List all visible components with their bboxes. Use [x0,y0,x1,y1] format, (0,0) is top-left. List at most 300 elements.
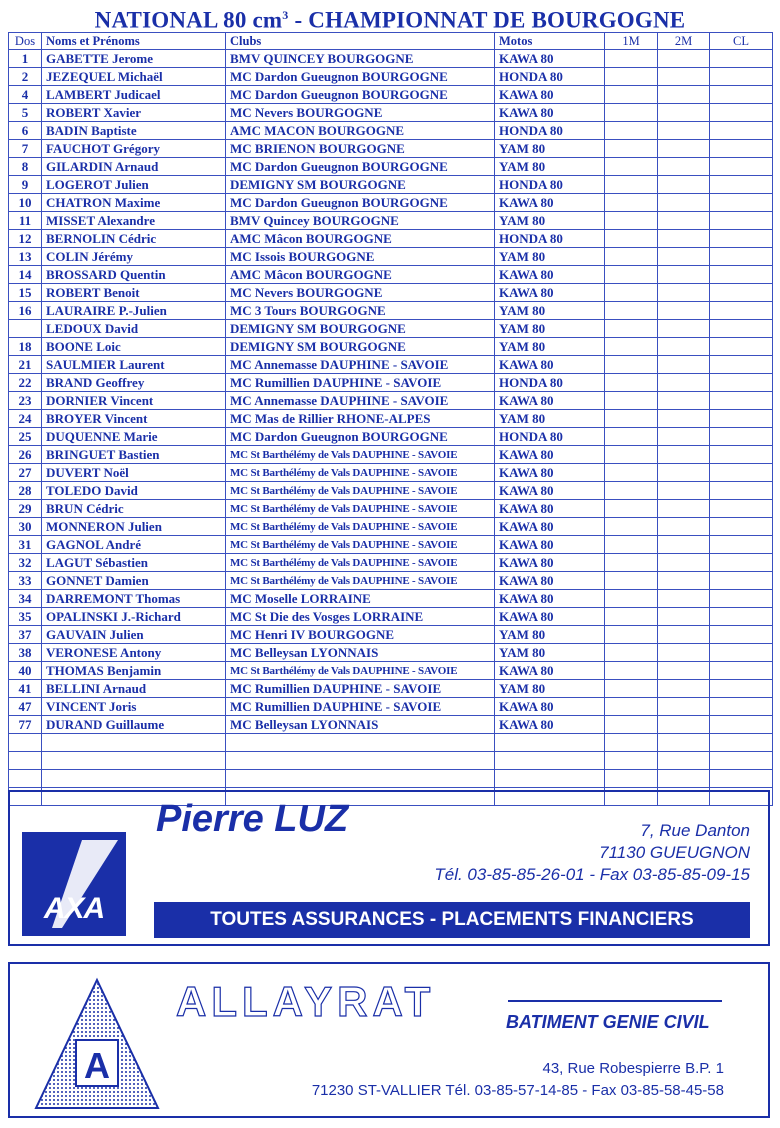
cell-moto: KAWA 80 [495,554,605,572]
cell-club: MC Henri IV BOURGOGNE [226,626,495,644]
cell-club: MC Dardon Gueugnon BOURGOGNE [226,158,495,176]
cell-cl [710,626,773,644]
cell-m1 [605,716,658,734]
cell-m1 [605,680,658,698]
cell-cl [710,572,773,590]
cell-m2 [658,392,710,410]
table-row [9,68,773,86]
cell-club: AMC MACON BOURGOGNE [226,122,495,140]
table-row [9,518,773,536]
cell-club: MC Annemasse DAUPHINE - SAVOIE [226,392,495,410]
cell-club: MC St Barthélémy de Vals DAUPHINE - SAVOIE [226,662,495,680]
cell-moto: KAWA 80 [495,392,605,410]
cell-m2 [658,662,710,680]
cell-nom: BRINGUET Bastien [42,446,226,464]
cell-m1 [605,536,658,554]
cell-cl [710,284,773,302]
cell-m2 [658,482,710,500]
cell-dos: 11 [9,212,42,230]
cell-nom: LAURAIRE P.-Julien [42,302,226,320]
cell-m1 [605,320,658,338]
title-superscript: 3 [282,8,289,22]
cell-m2 [658,68,710,86]
table-row [9,302,773,320]
table-row [9,284,773,302]
cell-club: MC St Barthélémy de Vals DAUPHINE - SAVOIE [226,536,495,554]
cell-empty [605,752,658,770]
cell-club: MC Dardon Gueugnon BOURGOGNE [226,194,495,212]
cell-m1 [605,464,658,482]
cell-m1 [605,374,658,392]
agent-phone: Tél. 03-85-85-26-01 - Fax 03-85-85-09-15 [434,865,750,884]
cell-moto: YAM 80 [495,158,605,176]
cell-m1 [605,500,658,518]
cell-club: BMV QUINCEY BOURGOGNE [226,50,495,68]
cell-nom: LAGUT Sébastien [42,554,226,572]
cell-moto: YAM 80 [495,644,605,662]
cell-dos: 23 [9,392,42,410]
cell-moto: YAM 80 [495,212,605,230]
cell-empty [226,752,495,770]
table-row [9,428,773,446]
cell-dos: 21 [9,356,42,374]
cell-m1 [605,392,658,410]
table-row [9,140,773,158]
cell-club: MC Issois BOURGOGNE [226,248,495,266]
cell-empty [495,734,605,752]
cell-m2 [658,50,710,68]
cell-m1 [605,590,658,608]
cell-dos: 38 [9,644,42,662]
cell-empty [226,770,495,788]
cell-m1 [605,572,658,590]
cell-club: MC Annemasse DAUPHINE - SAVOIE [226,356,495,374]
cell-club: MC Belleysan LYONNAIS [226,716,495,734]
cell-moto: KAWA 80 [495,536,605,554]
cell-dos: 31 [9,536,42,554]
cell-dos [9,320,42,338]
header-dos: Dos [9,33,42,50]
cell-m2 [658,86,710,104]
cell-m1 [605,68,658,86]
cell-m1 [605,482,658,500]
cell-m1 [605,626,658,644]
cell-club: BMV Quincey BOURGOGNE [226,212,495,230]
cell-m2 [658,104,710,122]
cell-empty [605,734,658,752]
table-row [9,50,773,68]
cell-club: AMC Mâcon BOURGOGNE [226,230,495,248]
cell-empty [658,752,710,770]
cell-cl [710,230,773,248]
header-1m: 1M [605,33,658,50]
table-row [9,374,773,392]
cell-moto: HONDA 80 [495,428,605,446]
cell-cl [710,464,773,482]
cell-m2 [658,428,710,446]
cell-moto: KAWA 80 [495,86,605,104]
cell-nom: VERONESE Antony [42,644,226,662]
table-row [9,248,773,266]
table-row [9,86,773,104]
table-row [9,410,773,428]
cell-empty [605,770,658,788]
cell-dos: 28 [9,482,42,500]
table-row [9,392,773,410]
table-row [9,500,773,518]
cell-moto: KAWA 80 [495,194,605,212]
cell-club: MC St Barthélémy de Vals DAUPHINE - SAVOIE [226,554,495,572]
cell-cl [710,140,773,158]
cell-dos: 14 [9,266,42,284]
cell-m1 [605,266,658,284]
cell-dos: 7 [9,140,42,158]
cell-dos: 41 [9,680,42,698]
cell-cl [710,338,773,356]
table-row [9,266,773,284]
table-row [9,338,773,356]
cell-cl [710,536,773,554]
axa-logo [22,832,126,936]
empty-row [9,734,773,752]
page-title [0,0,780,33]
cell-moto: YAM 80 [495,140,605,158]
cell-dos: 5 [9,104,42,122]
cell-dos: 8 [9,158,42,176]
company-contact: 71230 ST-VALLIER Tél. 03-85-57-14-85 - Fax 03-85-58-45-58 [311,1082,724,1099]
cell-nom: COLIN Jérémy [42,248,226,266]
cell-cl [710,662,773,680]
cell-cl [710,248,773,266]
cell-dos: 40 [9,662,42,680]
table-row [9,680,773,698]
cell-club: MC BRIENON BOURGOGNE [226,140,495,158]
cell-m2 [658,626,710,644]
cell-empty [495,770,605,788]
cell-cl [710,302,773,320]
table-row [9,446,773,464]
cell-dos: 12 [9,230,42,248]
cell-club: MC Rumillien DAUPHINE - SAVOIE [226,698,495,716]
cell-club: MC Rumillien DAUPHINE - SAVOIE [226,374,495,392]
agent-city: 71130 GUEUGNON [599,843,750,862]
cell-m1 [605,302,658,320]
cell-m2 [658,554,710,572]
cell-moto: KAWA 80 [495,572,605,590]
cell-club: MC St Barthélémy de Vals DAUPHINE - SAVOIE [226,482,495,500]
cell-m2 [658,122,710,140]
cell-empty [710,770,773,788]
cell-nom: BERNOLIN Cédric [42,230,226,248]
cell-nom: DURAND Guillaume [42,716,226,734]
cell-m1 [605,608,658,626]
cell-nom: GABETTE Jerome [42,50,226,68]
table-row [9,590,773,608]
cell-nom: GAGNOL André [42,536,226,554]
table-row [9,716,773,734]
cell-nom: LEDOUX David [42,320,226,338]
cell-m1 [605,644,658,662]
axa-advertisement [8,790,770,946]
table-row [9,230,773,248]
header-club: Clubs [226,33,495,50]
cell-nom: BRAND Geoffrey [42,374,226,392]
cell-m2 [658,374,710,392]
cell-club: MC St Die des Vosges LORRAINE [226,608,495,626]
cell-nom: DUQUENNE Marie [42,428,226,446]
cell-m2 [658,320,710,338]
cell-nom: TOLEDO David [42,482,226,500]
cell-club: MC Nevers BOURGOGNE [226,284,495,302]
company-tagline: BATIMENT GENIE CIVIL [506,1012,710,1032]
cell-nom: SAULMIER Laurent [42,356,226,374]
cell-m1 [605,86,658,104]
cell-empty [42,770,226,788]
cell-dos: 47 [9,698,42,716]
cell-nom: VINCENT Joris [42,698,226,716]
cell-moto: HONDA 80 [495,176,605,194]
cell-club: MC Dardon Gueugnon BOURGOGNE [226,428,495,446]
cell-m2 [658,212,710,230]
cell-moto: KAWA 80 [495,446,605,464]
cell-nom: ROBERT Xavier [42,104,226,122]
cell-m1 [605,698,658,716]
cell-nom: DARREMONT Thomas [42,590,226,608]
cell-dos: 26 [9,446,42,464]
cell-cl [710,716,773,734]
cell-m1 [605,428,658,446]
cell-moto: YAM 80 [495,338,605,356]
cell-nom: ROBERT Benoit [42,284,226,302]
cell-empty [42,734,226,752]
cell-club: MC 3 Tours BOURGOGNE [226,302,495,320]
cell-m2 [658,608,710,626]
cell-empty [710,752,773,770]
cell-moto: KAWA 80 [495,608,605,626]
cell-cl [710,392,773,410]
table-row [9,176,773,194]
cell-nom: BRUN Cédric [42,500,226,518]
cell-dos: 27 [9,464,42,482]
table-row [9,482,773,500]
cell-moto: KAWA 80 [495,482,605,500]
table-row [9,554,773,572]
cell-club: MC St Barthélémy de Vals DAUPHINE - SAVOIE [226,464,495,482]
cell-dos: 6 [9,122,42,140]
cell-m2 [658,194,710,212]
cell-cl [710,428,773,446]
allayrat-logo-letter: A [84,1045,110,1086]
cell-nom: BROYER Vincent [42,410,226,428]
cell-nom: CHATRON Maxime [42,194,226,212]
table-row [9,104,773,122]
cell-moto: YAM 80 [495,626,605,644]
cell-moto: HONDA 80 [495,122,605,140]
cell-dos: 16 [9,302,42,320]
cell-cl [710,680,773,698]
cell-m2 [658,464,710,482]
cell-dos: 32 [9,554,42,572]
title-rest: - CHAMPIONNAT DE BOURGOGNE [288,7,686,33]
table-row [9,356,773,374]
cell-cl [710,482,773,500]
cell-moto: KAWA 80 [495,590,605,608]
cell-club: MC St Barthélémy de Vals DAUPHINE - SAVOIE [226,572,495,590]
cell-dos: 22 [9,374,42,392]
agent-street: 7, Rue Danton [640,821,750,840]
cell-dos: 30 [9,518,42,536]
cell-m2 [658,176,710,194]
cell-nom: THOMAS Benjamin [42,662,226,680]
cell-moto: HONDA 80 [495,68,605,86]
cell-moto: KAWA 80 [495,50,605,68]
table-row [9,608,773,626]
cell-cl [710,194,773,212]
table-row [9,212,773,230]
table-row [9,626,773,644]
cell-m2 [658,284,710,302]
cell-club: MC Dardon Gueugnon BOURGOGNE [226,86,495,104]
cell-cl [710,176,773,194]
cell-m2 [658,536,710,554]
company-name: ALLAYRAT [176,978,436,1025]
cell-cl [710,356,773,374]
cell-moto: HONDA 80 [495,374,605,392]
table-row [9,662,773,680]
cell-club: MC St Barthélémy de Vals DAUPHINE - SAVOIE [226,500,495,518]
cell-cl [710,266,773,284]
cell-cl [710,518,773,536]
empty-row [9,752,773,770]
cell-cl [710,50,773,68]
cell-dos: 35 [9,608,42,626]
cell-m1 [605,140,658,158]
table-body [9,50,773,806]
cell-empty [658,734,710,752]
cell-moto: YAM 80 [495,680,605,698]
cell-nom: GAUVAIN Julien [42,626,226,644]
cell-nom: OPALINSKI J.-Richard [42,608,226,626]
table-row [9,464,773,482]
cell-dos: 77 [9,716,42,734]
cell-m1 [605,50,658,68]
cell-m2 [658,446,710,464]
cell-cl [710,320,773,338]
cell-moto: KAWA 80 [495,464,605,482]
cell-cl [710,212,773,230]
cell-club: MC Nevers BOURGOGNE [226,104,495,122]
table-row [9,194,773,212]
cell-m2 [658,590,710,608]
table-row [9,536,773,554]
cell-cl [710,68,773,86]
tagline-rule [508,1000,722,1002]
cell-moto: KAWA 80 [495,662,605,680]
table-row [9,122,773,140]
cell-nom: LOGEROT Julien [42,176,226,194]
cell-m1 [605,518,658,536]
cell-m1 [605,356,658,374]
cell-cl [710,374,773,392]
cell-m2 [658,158,710,176]
table-row [9,572,773,590]
cell-dos: 33 [9,572,42,590]
cell-m2 [658,572,710,590]
table-row [9,320,773,338]
cell-moto: KAWA 80 [495,266,605,284]
cell-moto: KAWA 80 [495,284,605,302]
cell-dos: 2 [9,68,42,86]
cell-club: MC Dardon Gueugnon BOURGOGNE [226,68,495,86]
cell-dos: 10 [9,194,42,212]
cell-moto: KAWA 80 [495,698,605,716]
cell-empty [9,734,42,752]
cell-cl [710,104,773,122]
cell-cl [710,446,773,464]
cell-moto: KAWA 80 [495,356,605,374]
cell-moto: KAWA 80 [495,104,605,122]
cell-dos: 18 [9,338,42,356]
cell-cl [710,698,773,716]
allayrat-triangle-logo [32,974,162,1114]
cell-m2 [658,230,710,248]
cell-m1 [605,446,658,464]
cell-nom: GONNET Damien [42,572,226,590]
cell-nom: MISSET Alexandre [42,212,226,230]
cell-empty [658,770,710,788]
cell-m1 [605,104,658,122]
agent-name: Pierre LUZ [156,798,349,840]
cell-club: MC Moselle LORRAINE [226,590,495,608]
cell-cl [710,644,773,662]
agent-address [434,820,750,886]
cell-m2 [658,356,710,374]
cell-m2 [658,410,710,428]
cell-club: MC St Barthélémy de Vals DAUPHINE - SAVOIE [226,446,495,464]
cell-empty [495,752,605,770]
cell-nom: BADIN Baptiste [42,122,226,140]
allayrat-advertisement [8,962,770,1118]
cell-m2 [658,644,710,662]
cell-club: DEMIGNY SM BOURGOGNE [226,176,495,194]
cell-m1 [605,158,658,176]
cell-m1 [605,410,658,428]
axa-logo-text: AXA [43,892,105,925]
cell-nom: JEZEQUEL Michaël [42,68,226,86]
cell-cl [710,590,773,608]
company-street: 43, Rue Robespierre B.P. 1 [542,1060,724,1077]
cell-dos: 13 [9,248,42,266]
header-nom: Noms et Prénoms [42,33,226,50]
cell-club: MC Belleysan LYONNAIS [226,644,495,662]
cell-nom: MONNERON Julien [42,518,226,536]
cell-nom: FAUCHOT Grégory [42,140,226,158]
cell-m2 [658,518,710,536]
cell-club: AMC Mâcon BOURGOGNE [226,266,495,284]
cell-m1 [605,212,658,230]
cell-cl [710,500,773,518]
cell-m2 [658,680,710,698]
cell-m2 [658,698,710,716]
cell-m1 [605,284,658,302]
table-row [9,158,773,176]
cell-cl [710,608,773,626]
header-row [9,33,773,50]
cell-empty [9,752,42,770]
axa-banner: TOUTES ASSURANCES - PLACEMENTS FINANCIERS [154,902,750,938]
cell-moto: KAWA 80 [495,716,605,734]
cell-m1 [605,122,658,140]
